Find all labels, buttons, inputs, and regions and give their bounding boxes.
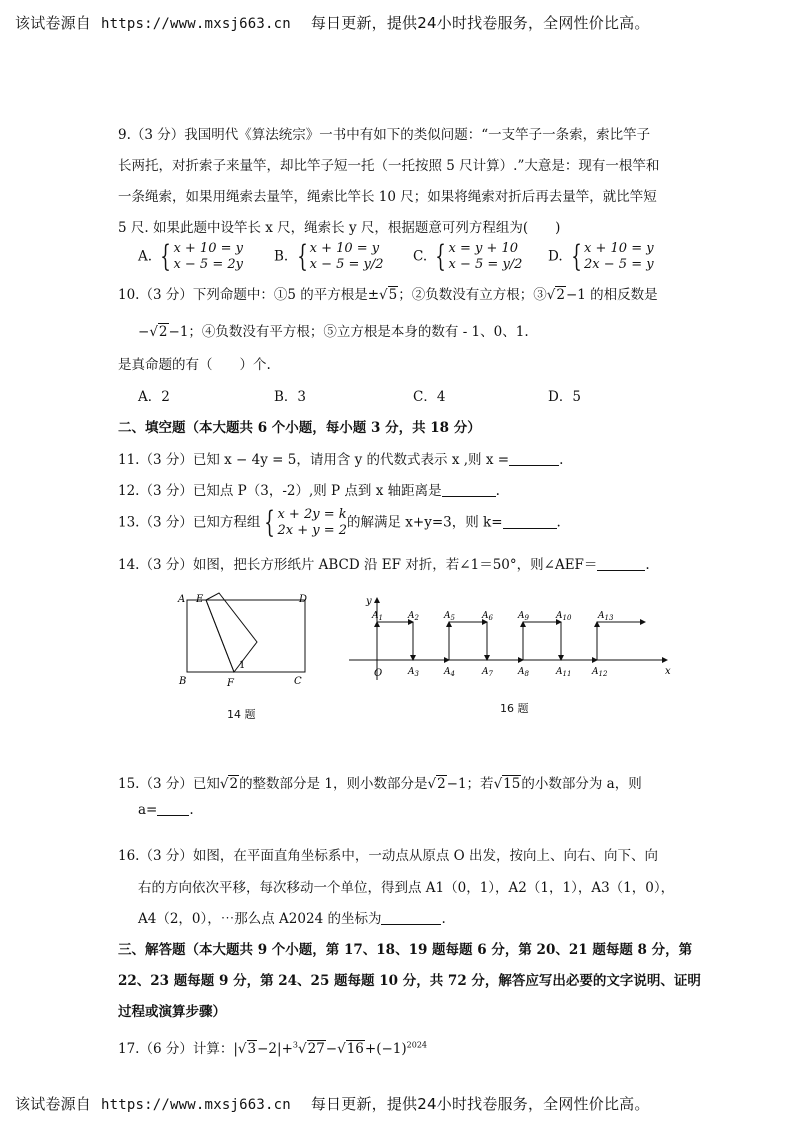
q9-option-a[interactable]: A. { x + 10 = y x − 5 = 2y — [138, 239, 243, 274]
exponent: 2024 — [406, 1040, 428, 1050]
answer-blank[interactable] — [157, 803, 189, 816]
answer-blank[interactable] — [509, 453, 559, 466]
banner-url-link[interactable]: https://www.mxsj663.cn — [101, 16, 291, 32]
answer-blank[interactable] — [597, 558, 645, 571]
q17-text: −2 — [257, 1041, 278, 1057]
eq-row: x − 5 = y/2 — [309, 257, 384, 272]
banner-prefix: 该试卷源自 — [15, 1095, 92, 1113]
point-label-a9: $A_9$ — [518, 611, 529, 622]
q17-text: 17.（6 分）计算： — [118, 1041, 234, 1057]
label-c: C — [294, 676, 302, 687]
eq-row: x + 10 = y — [309, 241, 380, 256]
q15-text: 15.（3 分）已知 — [118, 776, 220, 792]
q9-line3: 一条绳索，如果用绳索去量竿，绳索比竿长 10 尺；如果将绳索对折后再去量竿，就比竿短 — [118, 189, 657, 205]
eq-row: 2x − 5 = y — [584, 257, 654, 272]
q10-option-d[interactable]: D．5 — [548, 389, 581, 405]
path-steps — [377, 622, 645, 660]
label-f: F — [227, 678, 234, 689]
q16-line1: 16.（3 分）如图，在平面直角坐标系中，一动点从原点 O 出发，按向上、向右、向下、向 — [118, 848, 658, 864]
eq-row: x + 2y = k — [277, 507, 347, 522]
radicand: 27 — [307, 1041, 325, 1057]
q16-line3: A4（2，0），⋯那么点 A2024 的坐标为 . — [138, 911, 446, 927]
q9-line2: 长两托，对折索子来量竿，却比竿子短一托（一托按照 5 尺计算）.”大意是：现有一根竿和 — [118, 158, 660, 174]
q10-option-b[interactable]: B．3 — [274, 389, 307, 405]
label-b: B — [179, 676, 187, 687]
q15-line1 — [118, 772, 642, 792]
q17-text: +(−1) — [364, 1041, 407, 1057]
answer-blank[interactable] — [381, 912, 441, 925]
figure-16 — [345, 592, 675, 684]
q16-line2: 右的方向依次平移，每次移动一个单位，得到点 A1（0，1），A2（1，1），A3（1，0）， — [138, 880, 675, 896]
eq-row: 2x + y = 2 — [277, 523, 347, 538]
q15-text: 的整数部分是 1，则小数部分是 — [239, 776, 428, 792]
option-label: A. — [138, 248, 153, 265]
q10-line3: 是真命题的有（ ）个. — [118, 357, 271, 373]
axis-x-label: x — [665, 666, 671, 677]
radicand: 2 — [437, 776, 446, 792]
banner-url-link[interactable]: https://www.mxsj663.cn — [101, 1097, 291, 1113]
q15-line2: a= . — [138, 802, 194, 818]
point-label-a10: $A_{10}$ — [556, 611, 572, 622]
section3-line2: 22、23 题每题 9 分，第 24、25 题每题 10 分，共 72 分，解答应写出必要的文字说明、证明 — [118, 973, 701, 989]
radicand: 2 — [556, 287, 565, 303]
q9-line1: 9.（3 分）我国明代《算法统宗》一书中有如下的类似问题：“一支竿子一条索，索比竿子 — [118, 127, 651, 143]
q11-text: 11.（3 分）已知 x − 4y = 5，请用含 y 的代数式表示 x ,则 x = — [118, 452, 510, 468]
radicand: 15 — [503, 776, 521, 792]
q10-text: ；②负数没有立方根；③ — [398, 287, 547, 303]
q10-line2 — [138, 320, 529, 340]
point-label-a3: $A_3$ — [408, 667, 419, 678]
radicand: 16 — [346, 1041, 364, 1057]
banner-prefix: 该试卷源自 — [15, 14, 92, 32]
point-label-a7: $A_7$ — [482, 667, 493, 678]
eq-row: x − 5 = 2y — [173, 257, 243, 272]
abs-bar: | — [277, 1041, 282, 1057]
q9-option-c[interactable]: C. { x = y + 10 x − 5 = y/2 — [413, 239, 523, 274]
q12-text: 12.（3 分）已知点 P（3，-2）,则 P 点到 x 轴距离是 — [118, 483, 442, 499]
option-label: B. — [274, 248, 289, 265]
q15-text: −1；若 — [446, 776, 494, 792]
cbrt-27: √27 — [298, 1041, 325, 1057]
radicand: 2 — [229, 776, 239, 792]
q10-line1 — [118, 283, 658, 303]
q13-text: 的解满足 x+y=3，则 k= — [347, 514, 503, 531]
fig14-caption: 14 题 — [227, 708, 256, 721]
option-label: D. — [548, 248, 563, 265]
point-label-a11: $A_{11}$ — [556, 667, 572, 678]
q10-text: −1 的相反数是 — [565, 287, 658, 303]
answer-blank[interactable] — [503, 516, 557, 529]
cube-root-index: 3 — [292, 1040, 298, 1050]
q10-option-a[interactable]: A．2 — [138, 389, 170, 405]
eq-row: x − 5 = y/2 — [448, 257, 523, 272]
q16-text: A4（2，0），⋯那么点 A2024 的坐标为 — [138, 911, 382, 927]
label-e: E — [196, 594, 204, 605]
q9-line4: 5 尺. 如果此题中设竿长 x 尺，绳索长 y 尺，根据题意可列方程组为( ) — [118, 220, 561, 236]
label-d: D — [299, 594, 308, 605]
answer-blank[interactable] — [442, 484, 496, 497]
sqrt-15: √15 — [493, 776, 521, 792]
q17-text: − — [325, 1041, 338, 1057]
q10-text: −1；④负数没有平方根；⑤立方根是本身的数有 - 1、0、1. — [168, 324, 529, 340]
sqrt-3: √3 — [237, 1041, 257, 1057]
point-label-a8: $A_8$ — [518, 667, 529, 678]
point-label-a5: $A_5$ — [444, 611, 455, 622]
banner-suffix: 每日更新，提供24小时找卷服务，全网性价比高。 — [310, 1095, 650, 1113]
q10-option-c[interactable]: C．4 — [413, 389, 446, 405]
point-label-a12: $A_{12}$ — [592, 667, 608, 678]
sqrt-2: √2 — [427, 776, 446, 792]
radicand: 2 — [158, 324, 168, 340]
abs-bar: | — [233, 1041, 238, 1057]
q13-text: 13.（3 分）已知方程组 — [118, 514, 261, 531]
sqrt-2: √2 — [546, 287, 565, 303]
q14: 14.（3 分）如图，把长方形纸片 ABCD 沿 EF 对折，若∠1＝50°，则∠AEF＝ . — [118, 557, 650, 573]
q15-text: a= — [138, 802, 158, 818]
eq-row: x + 10 = y — [584, 241, 654, 256]
sqrt-16: √16 — [337, 1041, 364, 1057]
eq-row: x + 10 = y — [173, 241, 243, 256]
origin-label: O — [374, 668, 383, 679]
q10-text: 10.（3 分）下列命题中：①5 的平方根是± — [118, 287, 380, 303]
label-a: A — [178, 594, 186, 605]
banner-suffix: 每日更新，提供24小时找卷服务，全网性价比高。 — [310, 14, 650, 32]
point-label-a1: $A_1$ — [372, 611, 383, 622]
footer-banner — [15, 1093, 650, 1114]
folded-flap — [206, 593, 257, 672]
fig16-caption: 16 题 — [500, 702, 529, 715]
q10-text: − — [138, 324, 150, 340]
section3-line1: 三、解答题（本大题共 9 个小题，第 17、18、19 题每题 6 分，第 20、21 题每题 8 分，第 — [118, 942, 693, 958]
q9-option-d[interactable]: D. { x + 10 = y 2x − 5 = y — [548, 239, 654, 274]
radicand: 5 — [388, 287, 398, 303]
sqrt-2: √2 — [219, 776, 239, 792]
q14-text: 14.（3 分）如图，把长方形纸片 ABCD 沿 EF 对折，若∠1＝50°，则∠AEF＝ — [118, 557, 598, 573]
q12: 12.（3 分）已知点 P（3，-2）,则 P 点到 x 轴距离是 . — [118, 483, 500, 499]
option-label: C. — [413, 248, 428, 265]
axis-y-label: y — [366, 596, 372, 607]
q11: 11.（3 分）已知 x − 4y = 5，请用含 y 的代数式表示 x ,则 x = . — [118, 452, 564, 468]
q17 — [118, 1037, 427, 1057]
section3-line3: 过程或演算步骤） — [118, 1004, 226, 1020]
angle-1-label: 1 — [239, 660, 246, 671]
rectangle-abcd — [187, 600, 305, 672]
fold-line-ef — [206, 600, 234, 672]
point-label-a13: $A_{13}$ — [598, 611, 614, 622]
q9-option-b[interactable]: B. { x + 10 = y x − 5 = y/2 — [274, 239, 384, 274]
q15-text: 的小数部分为 a，则 — [521, 776, 642, 792]
point-label-a4: $A_4$ — [444, 667, 455, 678]
eq-row: x = y + 10 — [448, 241, 519, 256]
section2-title: 二、填空题（本大题共 6 个小题，每小题 3 分，共 18 分） — [118, 420, 481, 436]
q13: 13.（3 分）已知方程组 { x + 2y = k 2x + y = 2 的解满足 x+y=3，则 k= . — [118, 505, 561, 540]
figure-14 — [175, 588, 315, 698]
q17-text: + — [281, 1041, 293, 1057]
header-banner — [15, 12, 650, 33]
point-label-a2: $A_2$ — [408, 611, 419, 622]
point-label-a6: $A_6$ — [482, 611, 493, 622]
radicand: 3 — [247, 1041, 257, 1057]
point-labels — [371, 611, 614, 678]
sqrt-5: √5 — [379, 287, 398, 303]
sqrt-2: √2 — [149, 324, 168, 340]
